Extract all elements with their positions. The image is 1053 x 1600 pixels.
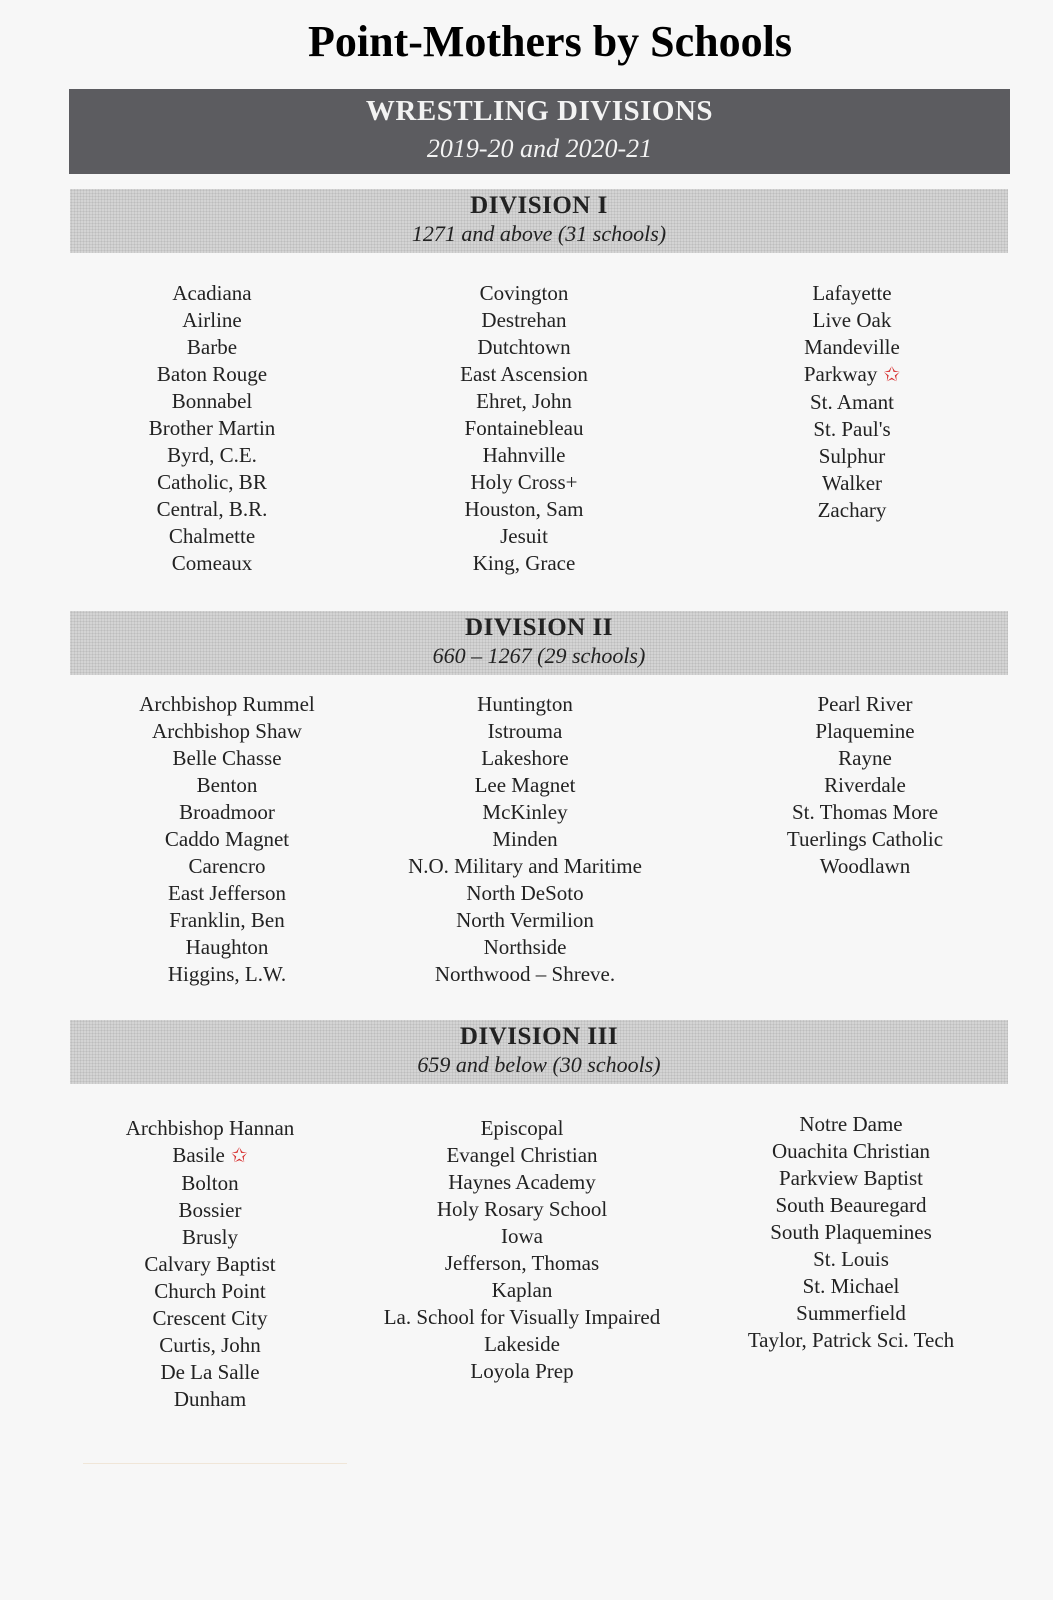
school-label: Dunham: [173, 1387, 247, 1411]
school-label: Lafayette: [812, 281, 892, 305]
star-icon: ✩: [883, 364, 901, 386]
school-label: Fontainebleau: [464, 416, 584, 440]
school-label: Higgins, L.W.: [167, 962, 287, 986]
page-title: Point-Mothers by Schools: [308, 17, 792, 66]
school-name: [370, 907, 680, 934]
school-label: East Ascension: [460, 362, 588, 386]
school-label: Ehret, John: [476, 389, 572, 413]
division-1-header: [70, 189, 1008, 253]
school-name: [352, 1196, 692, 1223]
school-label: Airline: [182, 308, 242, 332]
school-name: [100, 1197, 320, 1224]
school-label: King, Grace: [472, 551, 576, 575]
division-3-column-3: [716, 1111, 986, 1354]
school-name: [404, 334, 644, 361]
school-name: [370, 772, 680, 799]
school-name: [100, 1386, 320, 1413]
division-1-range: 1271 and above (31 schools): [411, 221, 667, 246]
division-1-name: DIVISION I: [470, 192, 608, 219]
school-label: Holy Rosary School: [436, 1197, 608, 1221]
school-label: St. Thomas More: [791, 800, 939, 824]
school-name: [352, 1304, 692, 1331]
school-name: [370, 826, 680, 853]
school-name: [100, 1251, 320, 1278]
school-label: Bonnabel: [171, 389, 253, 413]
school-label: Haughton: [185, 935, 269, 959]
school-label: Rayne: [838, 746, 892, 770]
school-label: Archbishop Rummel: [139, 692, 315, 716]
school-label: Plaquemine: [815, 719, 915, 743]
school-name: [352, 1223, 692, 1250]
school-label: Parkway: [803, 362, 878, 386]
division-2-column-1: [112, 691, 342, 988]
school-name: [100, 1359, 320, 1386]
division-1-column-2: [404, 280, 644, 577]
school-name: [716, 1138, 986, 1165]
school-name: [404, 442, 644, 469]
school-name: [370, 691, 680, 718]
school-label: Loyola Prep: [470, 1359, 574, 1383]
school-label: Lakeside: [484, 1332, 560, 1356]
school-label: Baton Rouge: [156, 362, 268, 386]
school-label: Mandeville: [804, 335, 900, 359]
school-name: [352, 1331, 692, 1358]
school-label: Bossier: [178, 1198, 242, 1222]
school-name: [742, 361, 962, 389]
school-name: [352, 1358, 692, 1385]
school-label: St. Louis: [813, 1247, 889, 1271]
school-name: [100, 1278, 320, 1305]
footer-rule: [83, 1463, 347, 1464]
school-name: [742, 443, 962, 470]
school-label: Ouachita Christian: [771, 1139, 931, 1163]
school-name: [742, 470, 962, 497]
school-name: [100, 1170, 320, 1197]
school-label: Northwood – Shreve.: [434, 962, 616, 986]
school-name: [112, 853, 342, 880]
school-label: Basile: [172, 1143, 225, 1167]
school-label: East Jefferson: [168, 881, 286, 905]
school-name: [352, 1142, 692, 1169]
school-name: [370, 799, 680, 826]
school-label: Brusly: [181, 1225, 238, 1249]
school-label: Belle Chasse: [172, 746, 282, 770]
school-name: [112, 880, 342, 907]
school-label: Archbishop Shaw: [152, 719, 302, 743]
school-name: [716, 1300, 986, 1327]
school-name: [112, 307, 312, 334]
school-label: Catholic, BR: [157, 470, 267, 494]
school-name: [404, 307, 644, 334]
school-name: [760, 799, 970, 826]
school-label: Curtis, John: [159, 1333, 261, 1357]
school-label: Benton: [196, 773, 258, 797]
school-label: Kaplan: [491, 1278, 553, 1302]
school-name: [112, 334, 312, 361]
school-label: Jesuit: [500, 524, 548, 548]
school-label: Bolton: [181, 1171, 239, 1195]
school-name: [100, 1305, 320, 1332]
school-label: Calvary Baptist: [144, 1252, 276, 1276]
school-label: Minden: [492, 827, 558, 851]
school-name: [404, 469, 644, 496]
school-name: [404, 361, 644, 388]
school-label: Crescent City: [152, 1306, 268, 1330]
school-name: [100, 1115, 320, 1142]
division-2-name: DIVISION II: [465, 614, 613, 641]
school-name: [112, 415, 312, 442]
school-label: McKinley: [482, 800, 568, 824]
school-label: Jefferson, Thomas: [444, 1251, 600, 1275]
school-label: La. School for Visually Impaired: [383, 1305, 661, 1329]
school-name: [760, 772, 970, 799]
division-3-header: [70, 1020, 1008, 1084]
school-name: [370, 745, 680, 772]
school-name: [112, 550, 312, 577]
school-label: North DeSoto: [466, 881, 584, 905]
school-label: Evangel Christian: [446, 1143, 598, 1167]
school-name: [112, 388, 312, 415]
school-name: [112, 772, 342, 799]
school-label: Brother Martin: [148, 416, 276, 440]
school-name: [742, 497, 962, 524]
school-name: [370, 934, 680, 961]
school-name: [112, 745, 342, 772]
school-name: [760, 718, 970, 745]
school-label: North Vermilion: [456, 908, 594, 932]
school-label: Notre Dame: [799, 1112, 903, 1136]
school-name: [716, 1246, 986, 1273]
school-label: Summerfield: [796, 1301, 906, 1325]
school-name: [716, 1219, 986, 1246]
school-name: [404, 415, 644, 442]
school-label: Chalmette: [168, 524, 256, 548]
school-name: [760, 745, 970, 772]
school-name: [716, 1192, 986, 1219]
school-label: Northside: [483, 935, 567, 959]
school-name: [404, 388, 644, 415]
division-1-column-3: [742, 280, 962, 524]
school-name: [112, 934, 342, 961]
star-icon: ✩: [230, 1145, 248, 1167]
wrestling-divisions-banner: [69, 89, 1010, 174]
school-label: Tuerlings Catholic: [786, 827, 944, 851]
division-1-column-1: [112, 280, 312, 577]
division-3-range: 659 and below (30 schools): [417, 1052, 661, 1077]
school-name: [716, 1111, 986, 1138]
school-label: St. Amant: [809, 390, 894, 414]
school-label: Holy Cross+: [470, 470, 578, 494]
school-name: [716, 1327, 986, 1354]
school-label: Broadmoor: [179, 800, 275, 824]
school-name: [112, 907, 342, 934]
school-label: Acadiana: [172, 281, 252, 305]
division-3-name: DIVISION III: [459, 1023, 619, 1050]
school-name: [112, 961, 342, 988]
division-2-column-3: [760, 691, 970, 880]
school-label: Riverdale: [824, 773, 906, 797]
school-name: [716, 1165, 986, 1192]
school-label: Live Oak: [812, 308, 892, 332]
school-name: [100, 1224, 320, 1251]
school-label: Covington: [479, 281, 569, 305]
school-label: Zachary: [817, 498, 887, 522]
school-label: Sulphur: [818, 444, 886, 468]
school-label: Caddo Magnet: [164, 827, 290, 851]
school-label: Iowa: [501, 1224, 543, 1248]
banner-years: 2019-20 and 2020-21: [426, 134, 653, 163]
school-label: Haynes Academy: [448, 1170, 596, 1194]
school-label: Archbishop Hannan: [125, 1116, 295, 1140]
school-label: South Beauregard: [775, 1193, 927, 1217]
school-name: [370, 853, 680, 880]
school-name: [742, 416, 962, 443]
school-name: [370, 961, 680, 988]
school-name: [112, 826, 342, 853]
school-label: De La Salle: [160, 1360, 260, 1384]
school-name: [760, 826, 970, 853]
school-name: [404, 280, 644, 307]
school-label: Central, B.R.: [156, 497, 268, 521]
school-name: [100, 1142, 320, 1170]
school-label: South Plaquemines: [770, 1220, 932, 1244]
school-name: [112, 799, 342, 826]
division-3-column-1: [100, 1115, 320, 1413]
school-label: Pearl River: [817, 692, 913, 716]
school-label: Parkview Baptist: [778, 1166, 924, 1190]
school-label: Walker: [821, 471, 883, 495]
school-label: Woodlawn: [819, 854, 911, 878]
school-name: [742, 334, 962, 361]
school-label: St. Paul's: [813, 417, 891, 441]
school-label: Franklin, Ben: [169, 908, 285, 932]
school-name: [760, 691, 970, 718]
division-2-column-2: [370, 691, 680, 988]
school-label: Lee Magnet: [474, 773, 576, 797]
school-name: [112, 691, 342, 718]
school-name: [352, 1250, 692, 1277]
division-2-range: 660 – 1267 (29 schools): [432, 643, 646, 668]
school-label: Episcopal: [480, 1116, 564, 1140]
school-name: [742, 280, 962, 307]
school-name: [404, 496, 644, 523]
school-label: Destrehan: [481, 308, 567, 332]
school-name: [352, 1115, 692, 1142]
school-label: Carencro: [188, 854, 266, 878]
school-name: [760, 853, 970, 880]
school-name: [742, 307, 962, 334]
school-label: Church Point: [154, 1279, 266, 1303]
school-name: [404, 523, 644, 550]
school-name: [112, 280, 312, 307]
school-name: [112, 718, 342, 745]
school-label: Byrd, C.E.: [167, 443, 257, 467]
school-name: [112, 496, 312, 523]
school-name: [742, 389, 962, 416]
school-label: Comeaux: [171, 551, 253, 575]
division-2-header: [70, 611, 1008, 675]
school-label: Houston, Sam: [464, 497, 584, 521]
school-name: [370, 880, 680, 907]
school-label: Lakeshore: [481, 746, 569, 770]
school-name: [404, 550, 644, 577]
school-label: Dutchtown: [477, 335, 571, 359]
school-label: Taylor, Patrick Sci. Tech: [747, 1328, 955, 1352]
school-name: [112, 469, 312, 496]
school-label: N.O. Military and Maritime: [408, 854, 642, 878]
school-name: [352, 1169, 692, 1196]
school-name: [112, 442, 312, 469]
school-label: Huntington: [477, 692, 573, 716]
school-name: [112, 361, 312, 388]
school-label: Barbe: [186, 335, 238, 359]
school-label: Hahnville: [482, 443, 566, 467]
division-3-column-2: [352, 1115, 692, 1385]
school-label: St. Michael: [802, 1274, 900, 1298]
banner-heading: WRESTLING DIVISIONS: [365, 95, 714, 127]
school-label: Istrouma: [487, 719, 563, 743]
school-name: [716, 1273, 986, 1300]
school-name: [352, 1277, 692, 1304]
school-name: [100, 1332, 320, 1359]
school-name: [112, 523, 312, 550]
school-name: [370, 718, 680, 745]
